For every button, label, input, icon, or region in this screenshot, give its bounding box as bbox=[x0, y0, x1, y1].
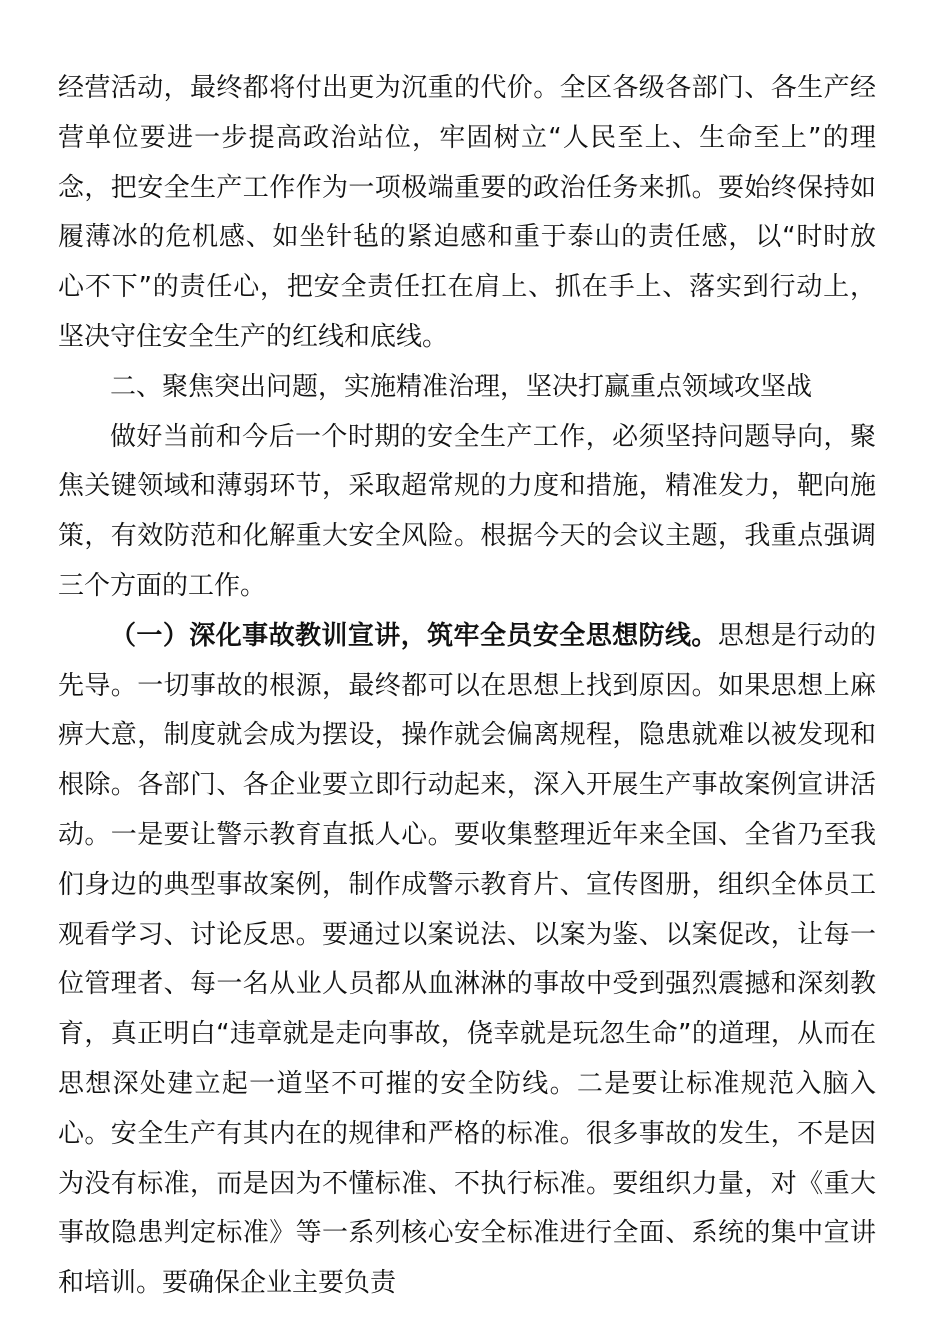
section-heading: 二、聚焦突出问题，实施精准治理，坚决打赢重点领域攻坚战 bbox=[110, 371, 813, 402]
paragraph-subsection bbox=[58, 612, 876, 1309]
paragraph-continuation: 经营活动，最终都将付出更为沉重的代价。全区各级各部门、各生产经营单位要进一步提高政治站位，牢固树立“人民至上、生命至上”的理念，把安全生产工作作为一项极端重要的政治任务来抓。要始终保持如履薄冰的危机感、如坐针毡的紧迫感和重于泰山的责任感，以“时时放心不下”的责任心，把安全责任扛在肩上、抓在手上、落实到行动上，坚决守住安全生产的红线和底线。 bbox=[58, 73, 876, 352]
subsection-lead: （一）深化事故教训宣讲，筑牢全员安全思想防线。 bbox=[110, 620, 718, 651]
paragraph-intro: 做好当前和今后一个时期的安全生产工作，必须坚持问题导向，聚焦关键领域和薄弱环节，采取超常规的力度和措施，精准发力，靶向施策，有效防范和化解重大安全风险。根据今天的会议主题，我重点强调三个方面的工作。 bbox=[58, 421, 876, 601]
subsection-body: 思想是行动的先导。一切事故的根源，最终都可以在思想上找到原因。如果思想上麻痹大意，制度就会成为摆设，操作就会偏离规程，隐患就难以被发现和根除。各部门、各企业要立即行动起来，深入开展生产事故案例宣讲活动。一是要让警示教育直抵人心。要收集整理近年来全国、全省乃至我们身边的典型事故案例，制作成警示教育片、宣传图册，组织全体员工观看学习、讨论反思。要通过以案说法、以案为鉴、以案促改，让每一位管理者、每一名从业人员都从血淋淋的事故中受到强烈震撼和深刻教育，真正明白“违章就是走向事故，侥幸就是玩忽生命”的道理，从而在思想深处建立起一道坚不可摧的安全防线。二是要让标准规范入脑入心。安全生产有其内在的规律和严格的标准。很多事故的发生，不是因为没有标准，而是因为不懂标准、不执行标准。要组织力量，对《重大事故隐患判定标准》等一系列核心安全标准进行全面、系统的集中宣讲和培训。要确保企业主要负责 bbox=[58, 620, 876, 1299]
document-page bbox=[58, 64, 876, 1309]
